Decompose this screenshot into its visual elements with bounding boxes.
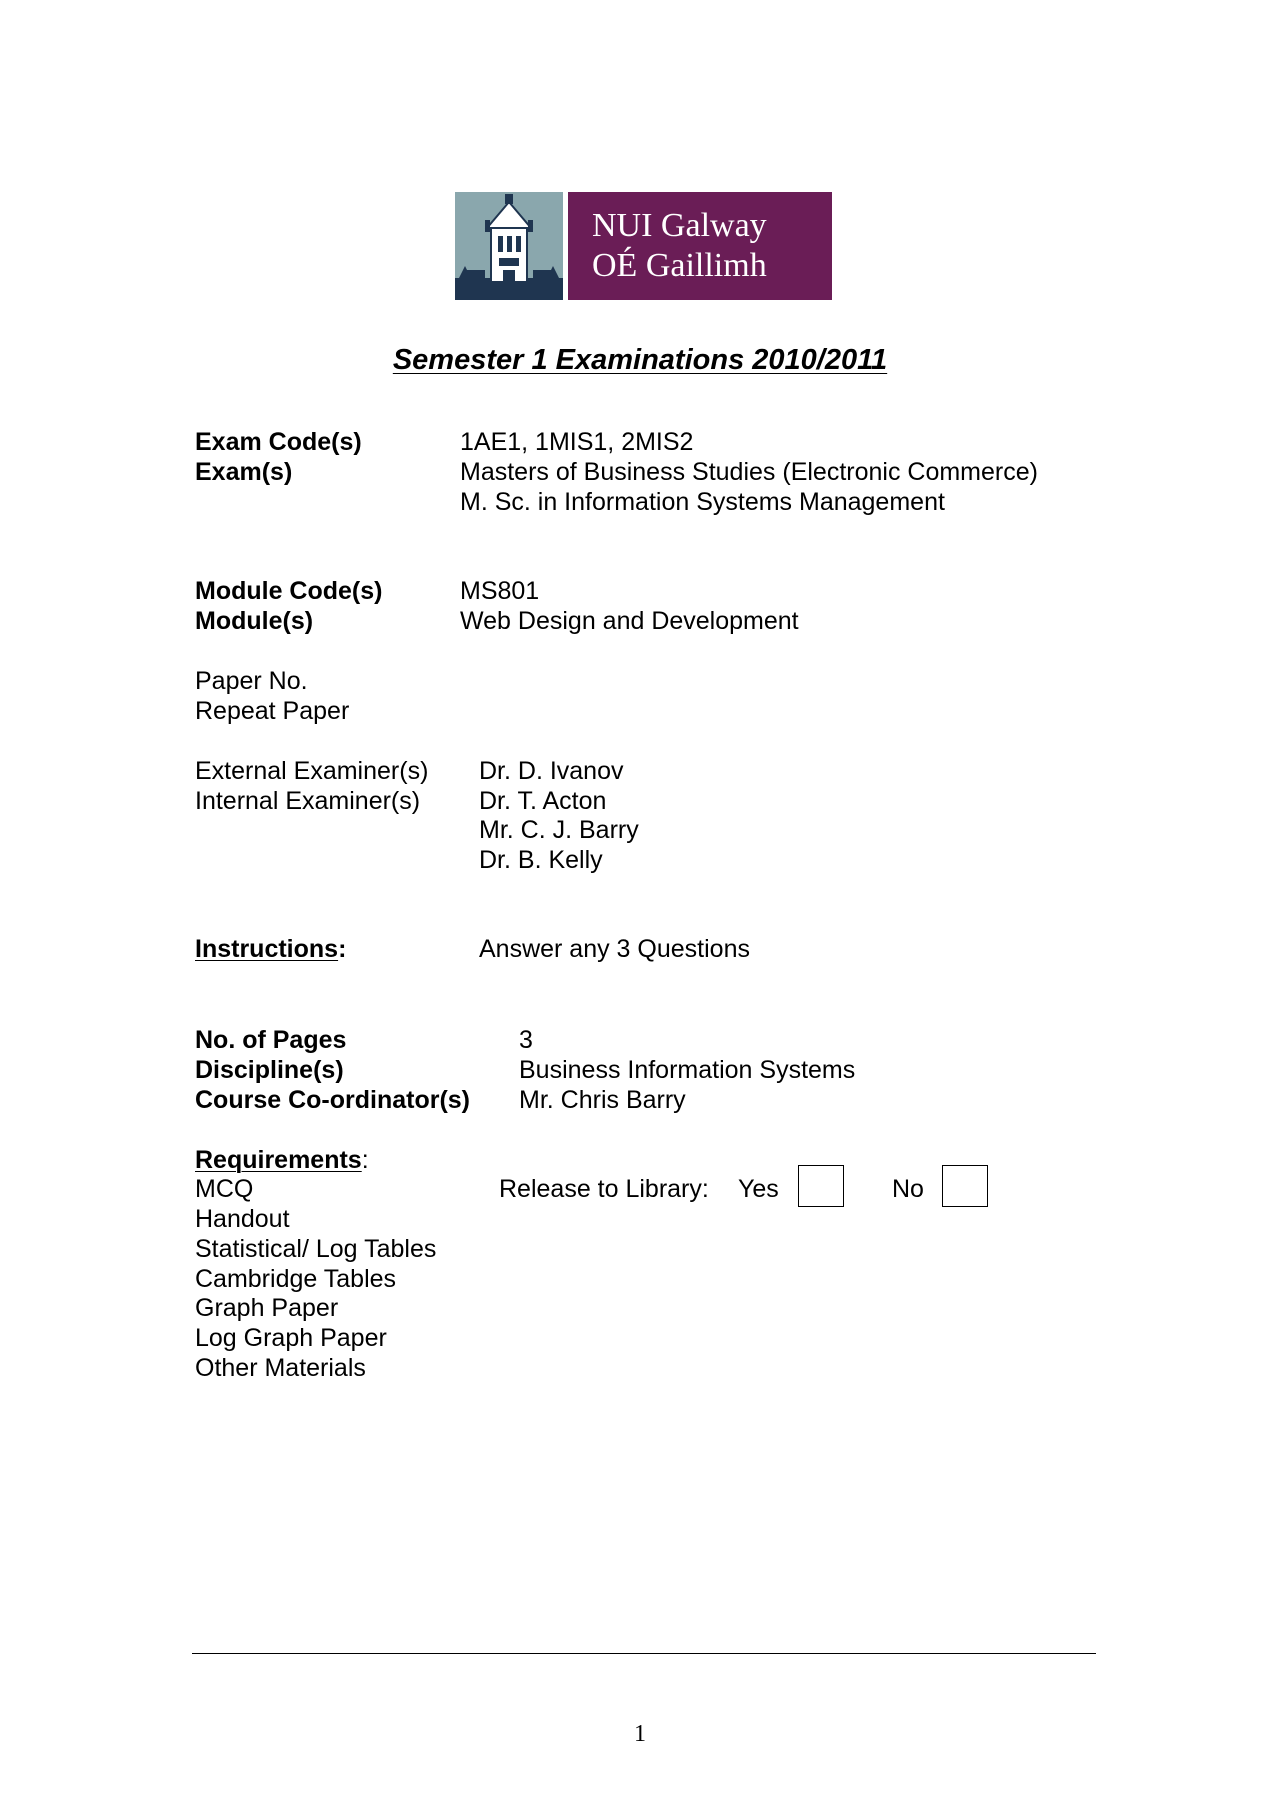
release-no-checkbox[interactable] xyxy=(942,1165,988,1207)
discipline-label: Discipline(s) xyxy=(195,1056,344,1084)
requirement-item: Graph Paper xyxy=(195,1294,339,1322)
module-codes-label: Module Code(s) xyxy=(195,577,383,605)
module-codes-value: MS801 xyxy=(460,577,540,605)
requirement-item: Handout xyxy=(195,1205,290,1233)
page-number: 1 xyxy=(634,1721,646,1747)
examiner-name-2: Dr. T. Acton xyxy=(479,787,607,815)
exams-label: Exam(s) xyxy=(195,458,293,486)
release-yes-label: Yes xyxy=(738,1175,779,1203)
logo-name-irish: OÉ Gaillimh xyxy=(592,247,767,284)
quadrangle-tower-crest xyxy=(455,192,563,300)
paper-number-label: Paper No. xyxy=(195,667,308,695)
requirement-item: MCQ xyxy=(195,1175,254,1203)
modules-label: Module(s) xyxy=(195,607,314,635)
coordinator-label: Course Co-ordinator(s) xyxy=(195,1086,470,1114)
university-logo xyxy=(455,192,832,300)
examiner-name-3: Mr. C. J. Barry xyxy=(479,816,639,844)
requirement-item: Statistical/ Log Tables xyxy=(195,1235,437,1263)
exam-codes-value: 1AE1, 1MIS1, 2MIS2 xyxy=(460,428,694,456)
instructions-label: Instructions: xyxy=(195,935,347,963)
release-no-label: No xyxy=(892,1175,924,1203)
release-yes-checkbox[interactable] xyxy=(798,1165,844,1207)
page-title: Semester 1 Examinations 2010/2011 xyxy=(392,344,888,376)
instructions-value: Answer any 3 Questions xyxy=(479,935,750,963)
footer-divider xyxy=(192,1653,1096,1654)
examiner-name-1: Dr. D. Ivanov xyxy=(479,757,624,785)
requirement-item: Other Materials xyxy=(195,1354,366,1382)
discipline-value: Business Information Systems xyxy=(519,1056,856,1084)
logo-name-band xyxy=(568,192,832,300)
coordinator-value: Mr. Chris Barry xyxy=(519,1086,686,1114)
requirements-label: Requirements: xyxy=(195,1146,369,1174)
exam-name-2: M. Sc. in Information Systems Management xyxy=(460,488,945,516)
external-examiner-label: External Examiner(s) xyxy=(195,757,429,785)
repeat-paper-label: Repeat Paper xyxy=(195,697,350,725)
modules-value: Web Design and Development xyxy=(460,607,799,635)
requirement-item: Log Graph Paper xyxy=(195,1324,387,1352)
examiner-name-4: Dr. B. Kelly xyxy=(479,846,603,874)
logo-name-english: NUI Galway xyxy=(592,207,767,244)
exam-name-1: Masters of Business Studies (Electronic Commerce) xyxy=(460,458,1038,486)
exam-codes-label: Exam Code(s) xyxy=(195,428,362,456)
pages-label: No. of Pages xyxy=(195,1026,347,1054)
pages-value: 3 xyxy=(519,1026,533,1054)
internal-examiner-label: Internal Examiner(s) xyxy=(195,787,421,815)
release-library-label: Release to Library: xyxy=(499,1175,709,1203)
requirement-item: Cambridge Tables xyxy=(195,1265,397,1293)
